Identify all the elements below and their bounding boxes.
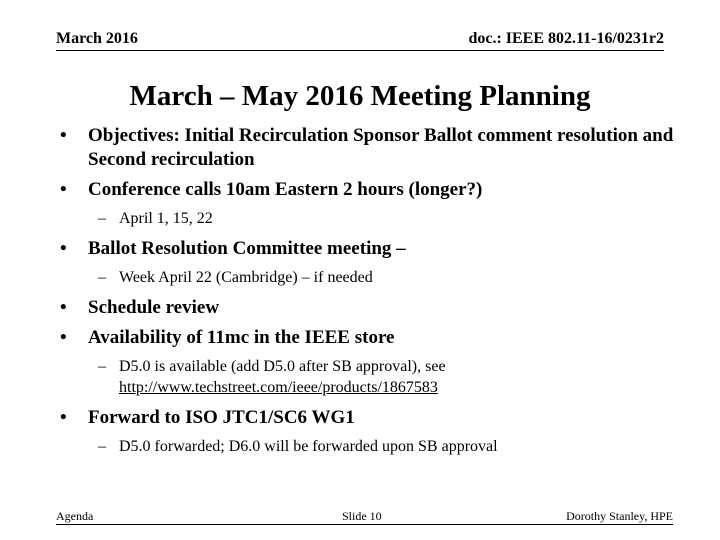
header-date: March 2016 [56, 30, 138, 47]
bullet-text: Ballot Resolution Committee meeting – [88, 238, 406, 259]
dash-marker: – [98, 358, 106, 375]
techstreet-link[interactable]: http://www.techstreet.com/ieee/products/1867583 [119, 379, 438, 396]
footer-slide-number: Slide 10 [342, 509, 382, 523]
bullet-schedule-review [60, 296, 680, 320]
bullet-marker: • [60, 238, 67, 259]
header-doc-id: doc.: IEEE 802.11-16/0231r2 [468, 30, 664, 47]
dash-marker: – [98, 438, 106, 455]
bullet-marker: • [60, 125, 67, 146]
bullet-objectives [60, 124, 680, 172]
footer-agenda: Agenda [56, 509, 94, 523]
dash-marker: – [98, 269, 106, 286]
bullet-text: Objectives: Initial Recirculation Sponsor Ballot comment resolution and Second recirculation [88, 125, 674, 170]
sub-bullet-call-dates [60, 208, 680, 229]
bullet-forward-iso [60, 406, 680, 430]
bullet-conference-calls [60, 178, 680, 202]
bullet-text: Forward to ISO JTC1/SC6 WG1 [88, 407, 355, 428]
sub-bullet-text: Week April 22 (Cambridge) – if needed [119, 269, 373, 286]
footer-author: Dorothy Stanley, HPE [566, 509, 673, 523]
sub-bullet-text: D5.0 forwarded; D6.0 will be forwarded upon SB approval [119, 438, 498, 455]
bullet-marker: • [60, 179, 67, 200]
bullet-ieee-store [60, 326, 680, 350]
slide-body [60, 124, 680, 465]
bullet-marker: • [60, 327, 67, 348]
sub-bullet-meeting-week [60, 267, 680, 288]
sub-bullet-d50-forwarded [60, 436, 680, 457]
sub-bullet-d50-availability [60, 356, 680, 398]
dash-marker: – [98, 210, 106, 227]
bullet-text: Availability of 11mc in the IEEE store [88, 327, 395, 348]
footer-rule [56, 524, 673, 525]
bullet-marker: • [60, 297, 67, 318]
bullet-text: Schedule review [88, 297, 220, 318]
slide-title: March – May 2016 Meeting Planning [129, 80, 591, 112]
header-rule [56, 50, 664, 51]
sub-bullet-text: April 1, 15, 22 [119, 210, 213, 227]
bullet-text: Conference calls 10am Eastern 2 hours (longer?) [88, 179, 483, 200]
bullet-brc-meeting [60, 237, 680, 261]
bullet-marker: • [60, 407, 67, 428]
sub-bullet-text: D5.0 is available (add D5.0 after SB approval), see [119, 358, 446, 375]
